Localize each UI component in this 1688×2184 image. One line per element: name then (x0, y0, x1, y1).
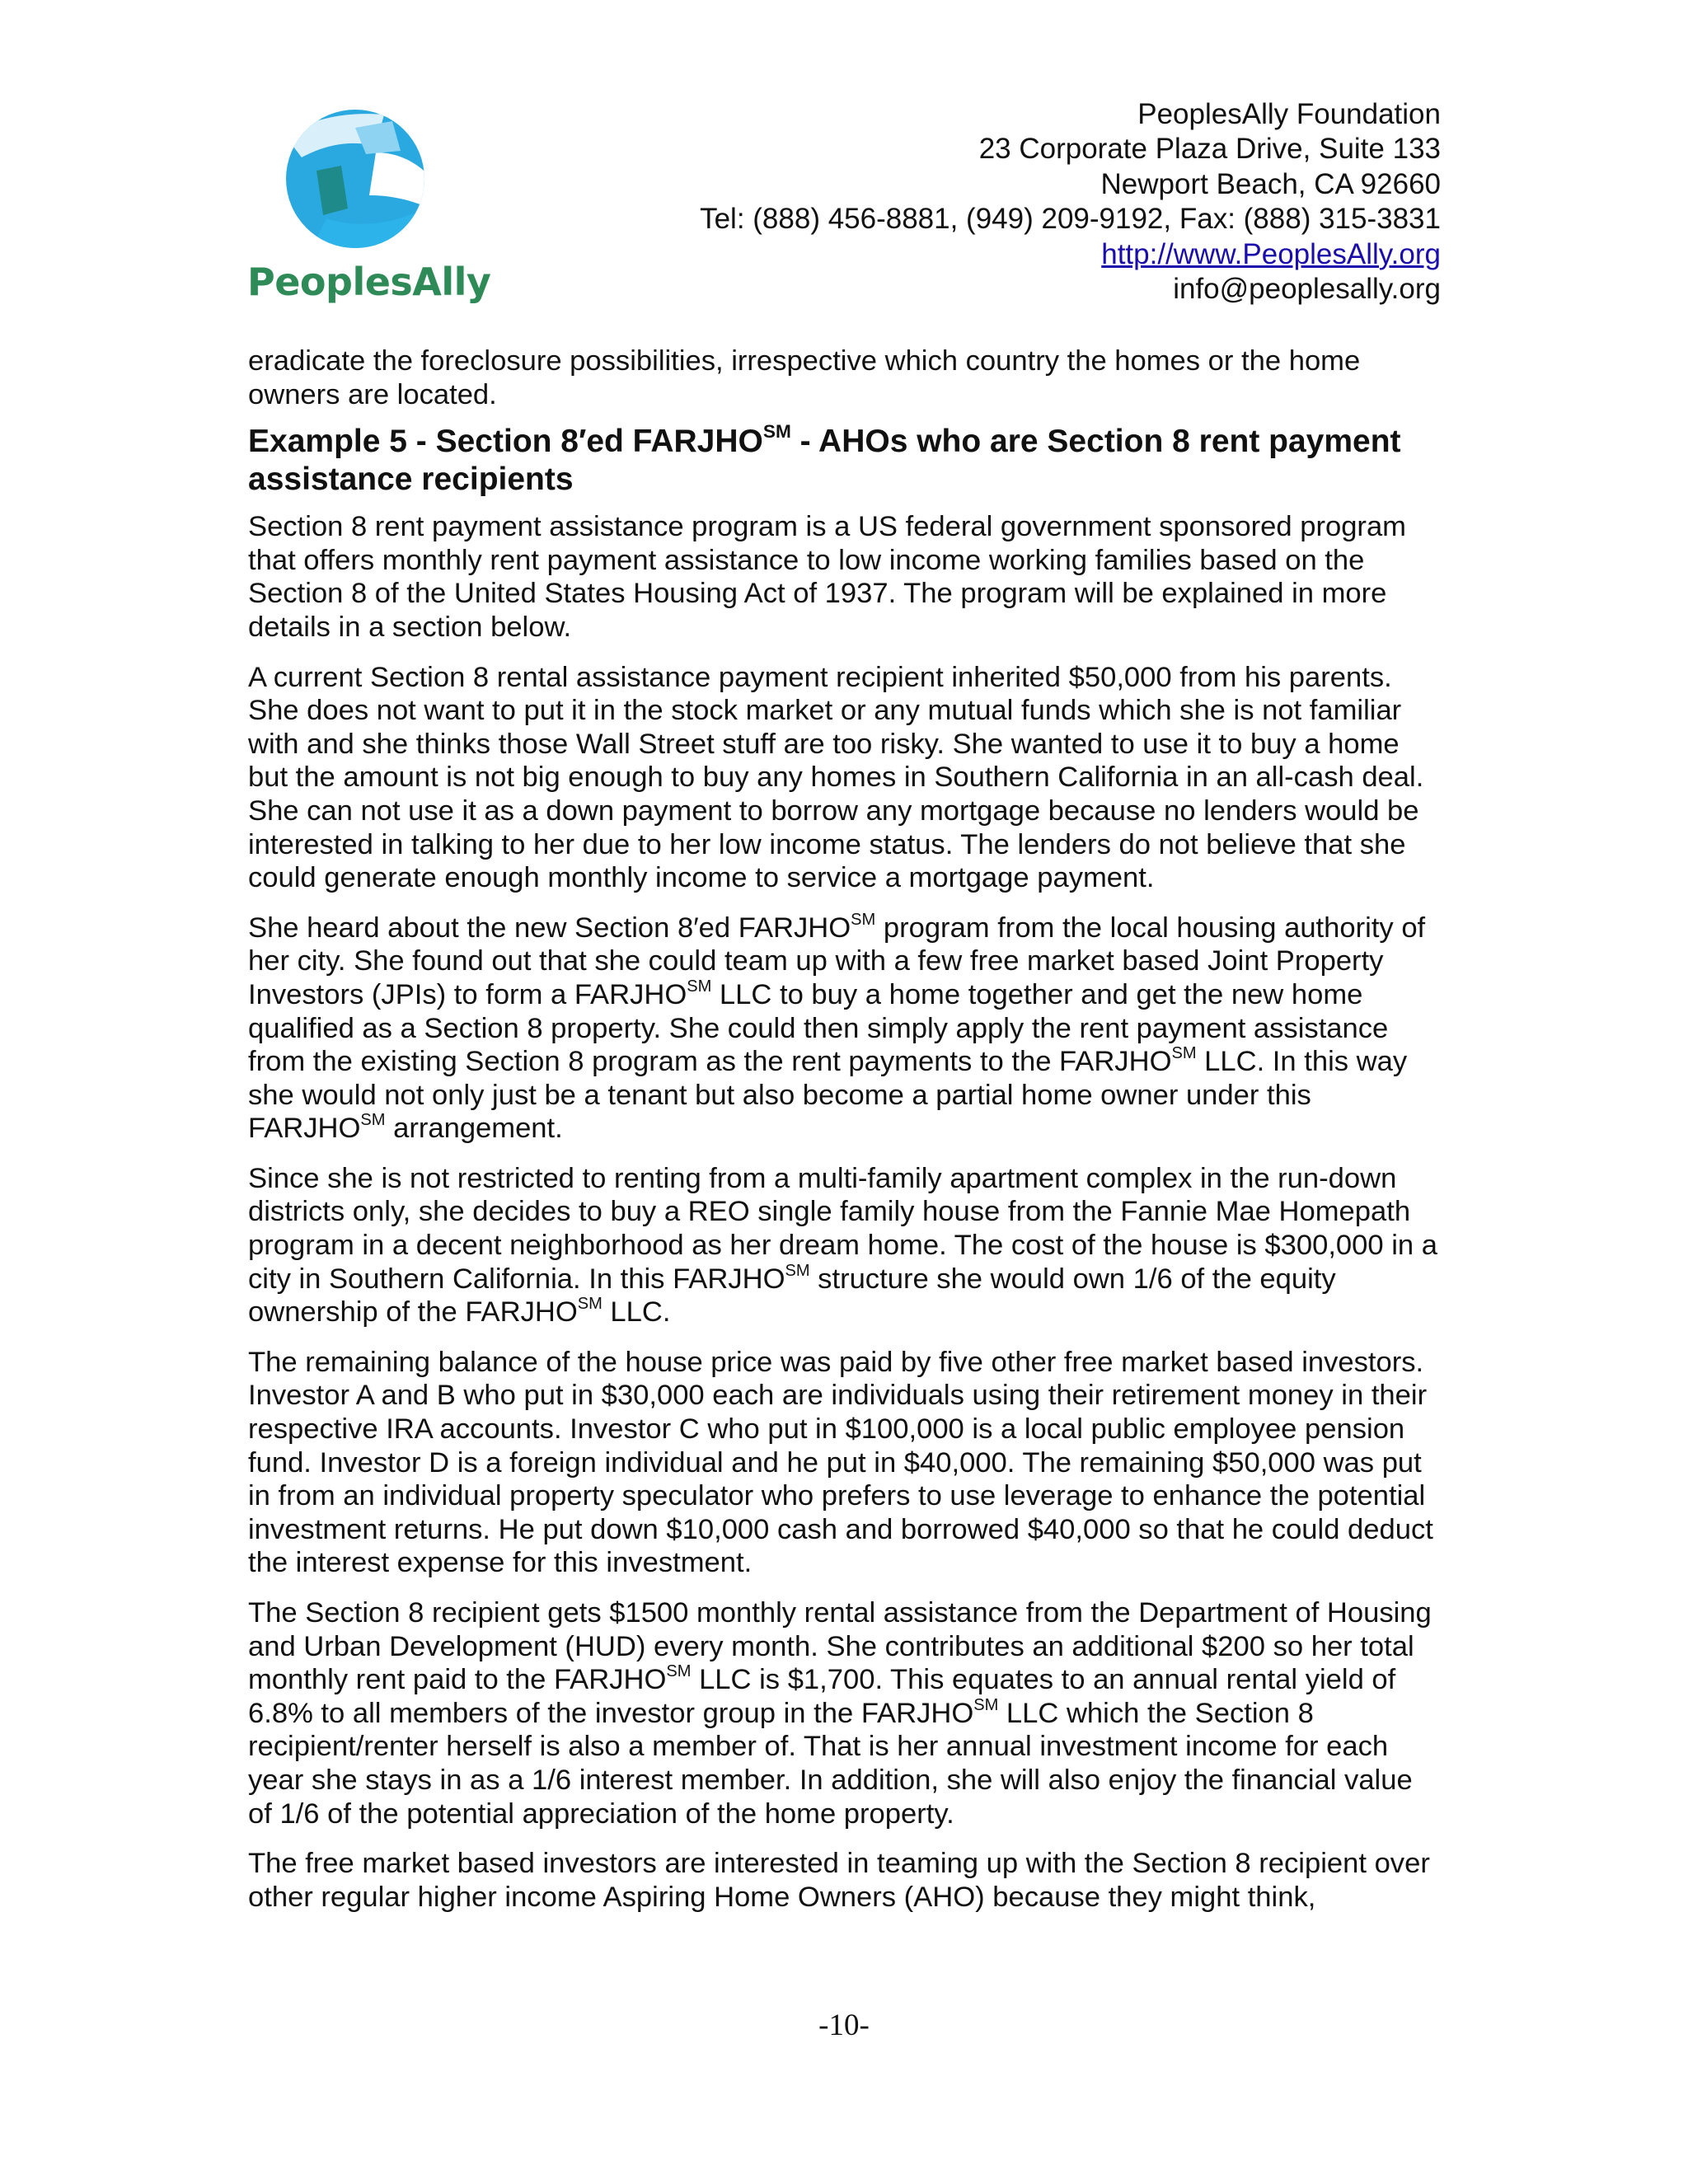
text-run: The Section 8 recipient gets $1500 monthly rental assistance from the Department of Housing and Urban Development (HUD) every month. She contributes an additional $200 so her total monthly rent paid to the FARJHO (248, 1597, 1432, 1696)
organization-address (700, 97, 1441, 307)
heading-text-continued: - AHOs who are Section 8 rent payment assistance recipients (248, 424, 1401, 498)
text-run: LLC. In this way she would not only just be a tenant but also become a partial home owner under this FARJHO (248, 1046, 1408, 1145)
text-run: Since she is not restricted to renting from a multi-family apartment complex in the run-down districts only, she decides to buy a REO single family house from the Fannie Mae Homepath program in a decent neighborhood as her dream home. The cost of the house is $300,000 in a city in Southern California. In this FARJHO (248, 1162, 1437, 1295)
peoplesally-logo (247, 103, 491, 309)
org-name: PeoplesAlly Foundation (1137, 98, 1441, 130)
text-run: LLC which the Section 8 recipient/renter herself is also a member of. That is her annual investment income for each year she stays in as a 1/6 interest member. In addition, she will also enjoy the financial value of 1/6 of the potential appreciation of the home property. (248, 1697, 1413, 1830)
paragraph-1: Section 8 rent payment assistance program is a US federal government sponsored program that offers monthly rent payment assistance to low income working families based on the Section 8 of the United States Housing Act of 1937. The program will be explained in more details in a section below. (248, 511, 1406, 643)
service-mark: SM (577, 1295, 603, 1314)
logo-wordmark: PeoplesAlly (247, 260, 491, 304)
address-city: Newport Beach, CA 92660 (1100, 167, 1441, 200)
paragraph-2: A current Section 8 rental assistance payment recipient inherited $50,000 from his parents. She does not want to put it in the stock market or any mutual funds which she is not familiar with and she thinks those Wall Street stuff are too risky. She wanted to use it to buy a home but the amount is not big enough to buy any homes in Southern California in an all-cash deal. She can not use it as a down payment to borrow any mortgage because no lenders would be interested in talking to her due to her low income status. The lenders do not believe that she could generate enough monthly income to service a mortgage payment. (248, 661, 1424, 894)
document-body (248, 344, 1443, 1930)
paragraph-7: The free market based investors are interested in teaming up with the Section 8 recipient over other regular higher income Aspiring Home Owners (AHO) because they might think, (248, 1848, 1430, 1913)
address-street: 23 Corporate Plaza Drive, Suite 133 (978, 133, 1441, 166)
contact-phone-fax: Tel: (888) 456-8881, (949) 209-9192, Fax: (888) 315-3831 (700, 203, 1441, 236)
intro-paragraph: eradicate the foreclosure possibilities, irrespective which country the homes or the home owners are located. (248, 345, 1361, 410)
section-heading (248, 423, 1443, 499)
service-mark: SM (360, 1111, 386, 1130)
service-mark: SM (851, 910, 876, 929)
service-mark: SM (973, 1695, 999, 1714)
text-run: LLC. (602, 1296, 671, 1329)
text-run: structure she would own 1/6 of the equity ownership of the FARJHO (248, 1263, 1336, 1329)
text-run: LLC to buy a home together and get the new home qualified as a Section 8 property. She could then simply apply the rent payment assistance from the existing Section 8 program as the rent payments to the FARJHO (248, 978, 1389, 1078)
service-mark: SM (1171, 1044, 1197, 1063)
paragraph-6 (248, 1596, 1443, 1830)
text-run: She heard about the new Section 8′ed FARJHO (248, 912, 851, 944)
website-link[interactable]: http://www.PeoplesAlly.org (1101, 237, 1441, 270)
contact-email: info@peoplesally.org (1173, 273, 1441, 306)
paragraph-4 (248, 1162, 1443, 1329)
service-mark: SM (687, 977, 712, 996)
service-mark: SM (762, 421, 791, 443)
paragraph-3 (248, 912, 1443, 1146)
service-mark: SM (785, 1261, 810, 1280)
text-run: program from the local housing authority of her city. She found out that she could team up with a few free market based Joint Property Investors (JPIs) to form a FARJHO (248, 912, 1426, 1010)
heading-text: Example 5 - Section 8′ed FARJHO (248, 424, 763, 460)
globe-logo-icon (277, 103, 434, 251)
text-run: LLC is $1,700. This equates to an annual rental yield of 6.8% to all members of the investor group in the FARJHO (248, 1664, 1396, 1729)
service-mark: SM (666, 1662, 692, 1681)
page-number: -10- (818, 2008, 870, 2042)
paragraph-5: The remaining balance of the house price was paid by five other free market based investors. Investor A and B who put in $30,000 each are individuals using their retirement money in their respective IRA accounts. Investor C who put in $100,000 is a local public employee pension fund. Investor D is a foreign individual and he put in $40,000. The remaining $50,000 was put in from an individual property speculator who prefers to use leverage to enhance the potential investment returns. He put down $10,000 cash and borrowed $40,000 so that he could deduct the interest expense for this investment. (248, 1346, 1433, 1579)
text-run: arrangement. (385, 1113, 563, 1145)
